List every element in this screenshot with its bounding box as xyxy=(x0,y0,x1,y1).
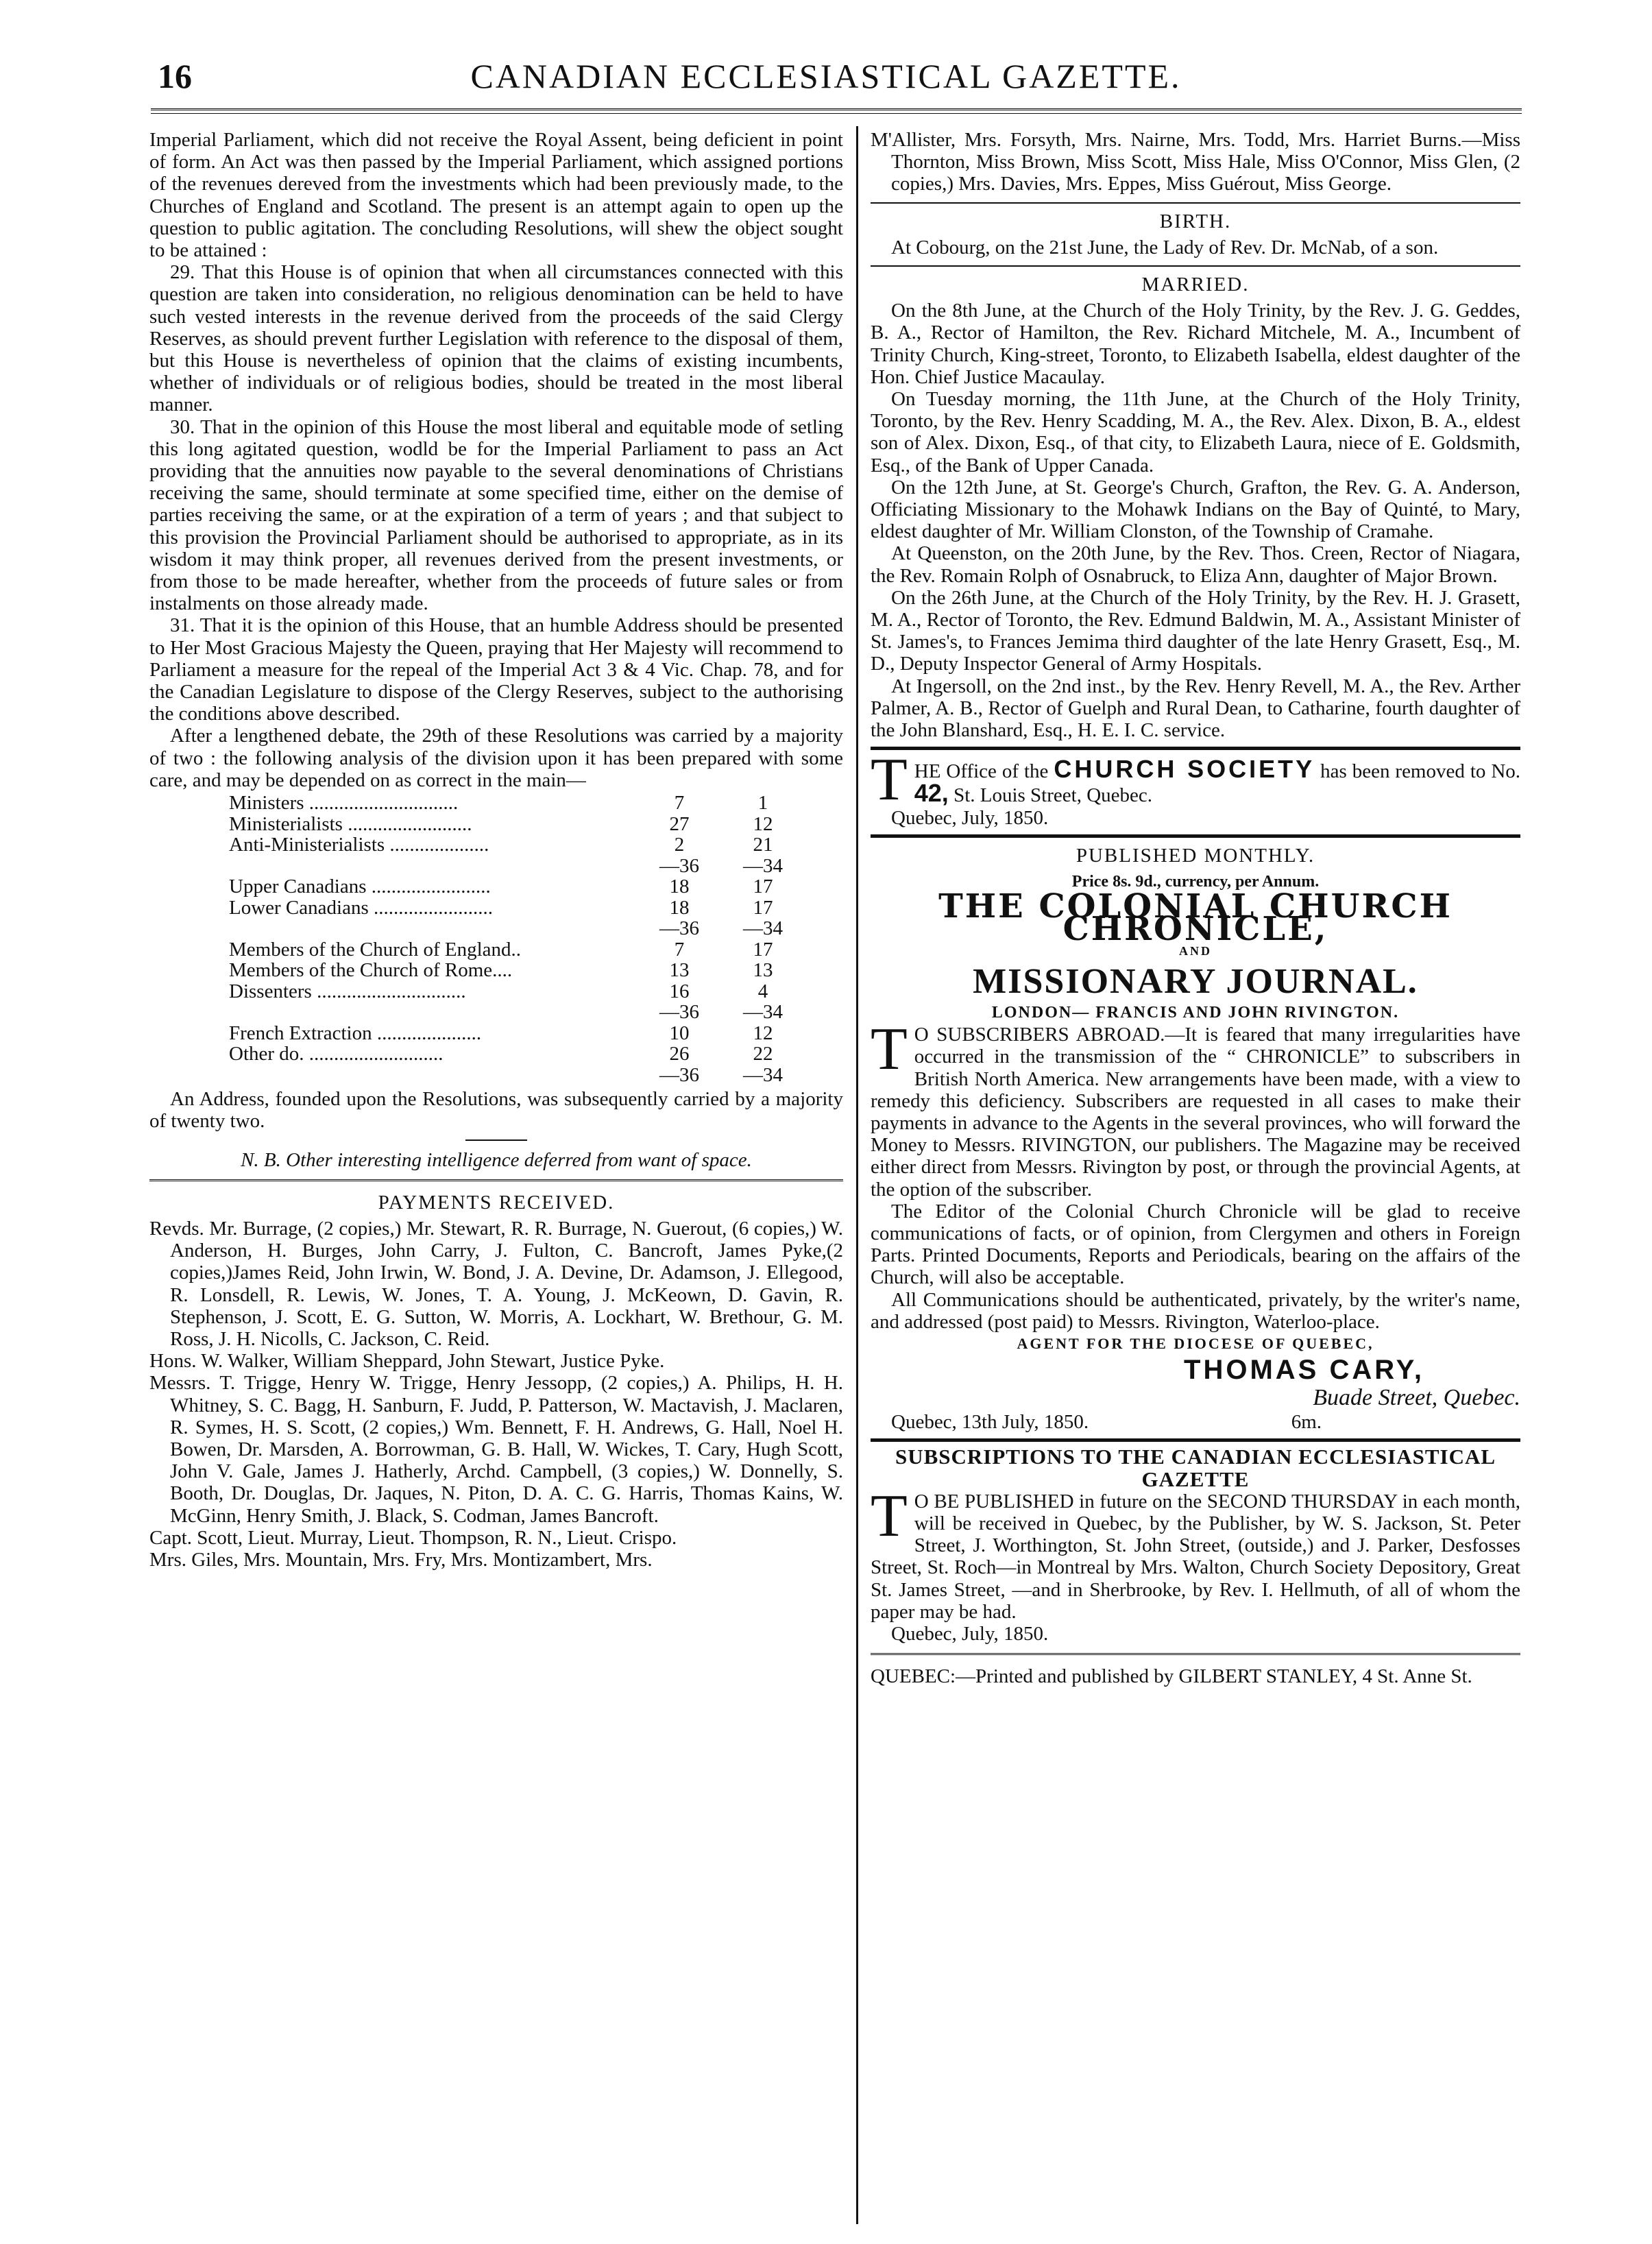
left-column xyxy=(149,129,843,1571)
chronicle-title: THE COLONIAL CHURCH CHRONICLE, xyxy=(938,887,1453,948)
division-row xyxy=(225,1043,805,1065)
division-yeas: 10 xyxy=(669,1022,690,1044)
division-row xyxy=(225,793,805,814)
division-label xyxy=(225,856,637,877)
society-number: 42, xyxy=(914,779,949,808)
dropcap: T xyxy=(871,1490,908,1549)
division-nays: 21 xyxy=(753,834,773,856)
resolution-30: 30. That in the opinion of this House the most liberal and equitable mode of setling this long agitated question, wodld be for the Imperial Parliament to pass an Act providing that the annuities now payable to the several denominations of Christians receiving the same, should terminate at some specified time, either on the demise of parties receiving the same, or at the expiration of a term of years ; and that subject to this provision the Provincial Parliament should be authorised to appropriate, as in its wisdom it may think proper, all revenues derived from the present investments, or from those to be made hereafter, whether from the proceeds of future sales or from instalments on those already made. xyxy=(149,415,843,615)
society-text: HE Office of the xyxy=(914,760,1049,783)
division-label: Dissenters .............................. xyxy=(229,980,466,1002)
division-nays: 4 xyxy=(757,980,768,1002)
marriage-notice: At Ingersoll, on the 2nd inst., by the Rev. Henry Revell, M. A., the Rev. Arther Palmer, A. B., Rector of Guelph and Rural Dean, to Catharine, fourth daughter of the John Blanshard, Esq., H. E. I. C. service. xyxy=(871,675,1520,742)
division-row xyxy=(225,939,805,961)
published-monthly: PUBLISHED MONTHLY. xyxy=(1076,844,1315,867)
communications-paragraph: All Communications should be authenticated, privately, by the writer's name, and addressed (post paid) to Messrs. Rivington, Waterloo-place. xyxy=(871,1288,1520,1333)
division-nays: —34 xyxy=(743,1063,783,1086)
division-nays: 13 xyxy=(753,959,773,982)
marriage-notice: On Tuesday morning, the 11th June, at the Church of the Holy Trinity, Toronto, by the Rev. Henry Scadding, M. A., the Rev. Alex. Dixon, B. A., eldest son of Alex. Dixon, Esq., of that city, to Elizabeth Laura, niece of E. Goldsmith, Esq., of the Bank of Upper Canada. xyxy=(871,388,1520,476)
agent-heading: AGENT FOR THE DIOCESE OF QUEBEC, xyxy=(1017,1334,1374,1352)
division-nays: —34 xyxy=(743,1001,783,1024)
society-dateline: Quebec, July, 1850. xyxy=(891,806,1049,829)
agent-name: THOMAS CARY, xyxy=(1184,1355,1424,1386)
division-yeas: 26 xyxy=(669,1043,690,1065)
marriage-notice: On the 12th June, at St. George's Church, Grafton, the Rev. G. A. Anderson, Officiating Missionary to the Mohawk Indians on the Bay of Quinté, to Mary, eldest daughter of Mr. William Clonston, of the Township of Cramahe. xyxy=(871,476,1520,543)
division-total-row xyxy=(225,856,805,877)
and-word: AND xyxy=(1179,943,1212,958)
marriage-notice: At Queenston, on the 20th June, by the Rev. Thos. Creen, Rector of Niagara, the Rev. Romain Rolph of Osnabruck, to Eliza Ann, daughter of Major Brown. xyxy=(871,542,1520,587)
division-row xyxy=(225,897,805,919)
dropcap: T xyxy=(871,754,908,814)
division-label: Ministerialists ......................... xyxy=(229,812,472,835)
agent-street: Buade Street, Quebec. xyxy=(1313,1385,1520,1411)
division-total-row xyxy=(225,1002,805,1023)
division-row xyxy=(225,1023,805,1044)
division-nays: —34 xyxy=(743,917,783,940)
birth-notice: At Cobourg, on the 21st June, the Lady of Rev. Dr. McNab, of a son. xyxy=(891,236,1439,258)
double-rule xyxy=(871,1653,1520,1657)
space-note: N. B. Other interesting intelligence deferred from want of space. xyxy=(241,1148,752,1171)
division-label: Members of the Church of Rome.... xyxy=(229,959,513,982)
division-label: Other do. ........................... xyxy=(229,1043,444,1065)
division-row xyxy=(225,981,805,1002)
subscriptions-notice xyxy=(871,1446,1520,1645)
insertions-mark: 6m. xyxy=(1291,1411,1322,1434)
division-label: Upper Canadians ........................ xyxy=(229,876,491,898)
intro-paragraph: Imperial Parliament, which did not receive the Royal Assent, being deficient in point of form. An Act was then passed by the Imperial Parliament, which assigned portions of the revenues dereved from the investments which had been previously made, to the Churches of England and Scotland. The present is an attempt again to open up the question to public agitation. The concluding Resolutions, will shew the object sought to be attained : xyxy=(149,129,843,262)
married-heading: MARRIED. xyxy=(1141,274,1250,296)
division-yeas: 2 xyxy=(674,834,685,856)
running-head xyxy=(137,56,1515,104)
division-nays: 12 xyxy=(753,812,773,835)
birth-heading: BIRTH. xyxy=(1159,210,1232,232)
society-text: St. Louis Street, Quebec. xyxy=(953,784,1153,807)
head-rule xyxy=(151,108,1522,114)
chronicle-dateline-row xyxy=(871,1411,1520,1433)
gazette-title: CANADIAN ECCLESIASTICAL GAZETTE. xyxy=(470,57,1182,95)
division-row xyxy=(225,834,805,856)
division-yeas: 13 xyxy=(669,959,690,982)
subscribers-text: O SUBSCRIBERS ABROAD.—It is feared that many irregularities have occurred in the transmission of the “ CHRONICLE” to subscribers in British North America. New arrangements have been made, with a view to remedy this deficiency. Subscribers are requested in all cases to make their payments in advance to the Agents in the several provinces, who will forward the Money to Messrs. RIVINGTON, our publishers. The Magazine may be received either direct from Messrs. Rivington by post, or through the provincial Agents, at the option of the subscriber. xyxy=(871,1024,1520,1201)
resolution-29: 29. That this House is of opinion that when all circumstances connected with this question are taken into consideration, no religious denomination can be held to have such vested interests in the revenue derived from the proceeds of the said Clergy Reserves, as should prevent further Legislation with reference to the disposal of them, but this House is nevertheless of opinion that the claims of existing incumbents, whether of individuals or of religious bodies, should be treated in the most liberal manner. xyxy=(149,261,843,416)
division-yeas: 18 xyxy=(669,896,690,919)
division-row xyxy=(225,876,805,897)
division-label: French Extraction ..................... xyxy=(229,1022,482,1044)
payments-continued: M'Allister, Mrs. Forsyth, Mrs. Nairne, Mrs. Todd, Mrs. Harriet Burns.—Miss Thornton, Miss Brown, Miss Scott, Miss Hale, Miss O'Connor, Miss Glen, (2 copies,) Mrs. Davies, Mrs. Eppes, Miss Guérout, Miss George. xyxy=(871,129,1520,195)
division-label xyxy=(225,1002,637,1023)
division-yeas: 27 xyxy=(669,812,690,835)
division-yeas: —36 xyxy=(659,854,699,877)
church-society-notice xyxy=(871,754,1520,829)
division-yeas: 7 xyxy=(674,938,685,961)
section-rule xyxy=(149,1179,843,1183)
division-nays: —34 xyxy=(743,854,783,877)
payments-revds: Revds. Mr. Burrage, (2 copies,) Mr. Stewart, R. R. Burrage, N. Guerout, (6 copies,) W. Anderson, H. Burges, John Carry, J. Fulton, C. Bancroft, James Pyke,(2 copies,)James Reid, John Irwin, W. Bond, J. A. Devine, Dr. Adamson, J. Ellegood, R. Lonsdell, R. Lewis, W. Jones, T. A. Young, J. McKeown, D. Gavin, R. Stephenson, J. Scott, E. G. Sutton, W. Morris, A. Lockhart, W. Brethour, G. M. Ross, J. H. Nicolls, C. Jackson, C. Reid. xyxy=(149,1217,843,1350)
subscriptions-heading: SUBSCRIPTIONS TO THE CANADIAN ECCLESIASTICAL GAZETTE xyxy=(895,1445,1496,1491)
division-nays: 17 xyxy=(753,896,773,919)
division-nays: 17 xyxy=(753,938,773,961)
price-line: Price 8s. 9d., currency, per Annum. xyxy=(1071,873,1320,891)
division-total-row xyxy=(225,918,805,939)
division-nays: 12 xyxy=(753,1022,773,1044)
editor-paragraph: The Editor of the Colonial Church Chronicle will be glad to receive communications of facts, or of opinion, from Clergymen and others in Foreign Parts. Printed Documents, Reports and Periodicals, bearing on the affairs of the Church, will also be acceptable. xyxy=(871,1200,1520,1289)
division-row xyxy=(225,814,805,835)
division-table xyxy=(225,793,805,1085)
rule xyxy=(871,265,1520,267)
chronicle-dateline: Quebec, 13th July, 1850. xyxy=(891,1411,1089,1434)
division-label: Lower Canadians ........................ xyxy=(229,896,493,919)
subscribers-notice xyxy=(871,1024,1520,1201)
payments-messrs: Messrs. T. Trigge, Henry W. Trigge, Henry Jessopp, (2 copies,) A. Philips, H. H. Whitney, S. C. Bagg, H. Sanburn, F. Judd, P. Patterson, W. Mactavish, J. Maclaren, R. Symes, H. S. Scott, (2 copies,) Wm. Bennett, F. H. Andrews, G. Hall, Noel H. Bowen, Dr. Marsden, A. Borrowman, G. B. Hall, W. Wickes, T. Cary, Hugh Scott, John V. Gale, James J. Hatherly, Archd. Campbell, (3 copies,) W. Donnelly, S. Booth, Dr. Douglas, Dr. Jaques, N. Piton, D. A. C. G. Harris, Thomas Kains, W. McGinn, Henry Smith, J. Black, S. Codman, James Bancroft. xyxy=(149,1372,843,1527)
division-label: Members of the Church of England.. xyxy=(229,938,522,961)
division-nays: 22 xyxy=(753,1043,773,1065)
society-name: CHURCH SOCIETY xyxy=(1054,755,1315,784)
journal-title: MISSIONARY JOURNAL. xyxy=(973,961,1418,1001)
dropcap: T xyxy=(871,1024,908,1083)
publisher-line: LONDON— FRANCIS AND JOHN RIVINGTON. xyxy=(991,1003,1400,1022)
division-nays: 1 xyxy=(757,792,768,815)
heavy-rule xyxy=(871,1438,1520,1442)
division-yeas: 18 xyxy=(669,876,690,898)
division-label xyxy=(225,918,637,939)
marriage-notice: On the 26th June, at the Church of the Holy Trinity, by the Rev. H. J. Grasett, M. A., Rector of Toronto, the Rev. Edmund Baldwin, M. A., Assistant Minister of St. James's, to Frances Jemima third daughter of the late Henry Grasett, Esq., M. D., Deputy Inspector General of Army Hospitals. xyxy=(871,586,1520,675)
imprint: QUEBEC:—Printed and published by GILBERT STANLEY, 4 St. Anne St. xyxy=(871,1665,1472,1688)
page-number: 16 xyxy=(158,57,192,95)
heavy-rule xyxy=(871,834,1520,838)
address-paragraph: An Address, founded upon the Resolutions, was subsequently carried by a majority of twenty two. xyxy=(149,1088,843,1133)
rule xyxy=(871,202,1520,204)
division-total-row xyxy=(225,1065,805,1086)
column-rule xyxy=(856,126,858,2224)
division-yeas: 7 xyxy=(674,792,685,815)
resolution-31: 31. That it is the opinion of this House, that an humble Address should be presented to Her Most Gracious Majesty the Queen, praying that Her Majesty will recommend to Parliament a measure for the repeal of the Imperial Act 3 & 4 Vic. Chap. 78, and for the Canadian Legislature to dispose of the Clergy Reserves, subject to the authorising the conditions above described. xyxy=(149,614,843,725)
chronicle-advertisement xyxy=(871,845,1520,1433)
division-label: Anti-Ministerialists .................... xyxy=(229,834,489,856)
short-rule xyxy=(465,1139,527,1141)
division-label xyxy=(225,1065,637,1086)
heavy-rule xyxy=(871,747,1520,750)
right-column xyxy=(871,129,1520,1687)
subscriptions-dateline: Quebec, July, 1850. xyxy=(891,1622,1049,1645)
payments-capt: Capt. Scott, Lieut. Murray, Lieut. Thompson, R. N., Lieut. Crispo. xyxy=(149,1526,677,1549)
payments-hons: Hons. W. Walker, William Sheppard, John Stewart, Justice Pyke. xyxy=(149,1350,665,1373)
division-yeas: 16 xyxy=(669,980,690,1002)
debate-paragraph: After a lengthened debate, the 29th of these Resolutions was carried by a majority of two : the following analysis of the division upon it has been prepared with some care, and may be depended on as correct in the main— xyxy=(149,725,843,791)
division-yeas: —36 xyxy=(659,1063,699,1086)
society-text: has been removed to No. xyxy=(1320,760,1520,783)
subscriptions-text: O BE PUBLISHED in future on the SECOND THURSDAY in each month, will be received in Quebec, by the Publisher, by W. S. Jackson, St. Peter Street, J. Worthington, St. John Street, (outside,) and J. Parker, Desfosses Street, St. Roch—in Montreal by Mrs. Walton, Church Society Depository, Great St. James Street, —and in Sherbrooke, by Rev. I. Hellmuth, of all of whom the paper may be had. xyxy=(871,1490,1520,1623)
marriage-notice: On the 8th June, at the Church of the Holy Trinity, by the Rev. J. G. Geddes, B. A., Rector of Hamilton, the Rev. Richard Mitchele, M. A., Incumbent of Trinity Church, King-street, Toronto, to Elizabeth Isabella, eldest daughter of the Hon. Chief Justice Macaulay. xyxy=(871,300,1520,388)
division-yeas: —36 xyxy=(659,917,699,940)
payments-mrs: Mrs. Giles, Mrs. Mountain, Mrs. Fry, Mrs. Montizambert, Mrs. xyxy=(149,1548,653,1571)
payments-heading: PAYMENTS RECEIVED. xyxy=(378,1191,615,1214)
division-nays: 17 xyxy=(753,876,773,898)
division-yeas: —36 xyxy=(659,1001,699,1024)
division-row xyxy=(225,960,805,981)
division-label: Ministers .............................. xyxy=(229,792,459,815)
